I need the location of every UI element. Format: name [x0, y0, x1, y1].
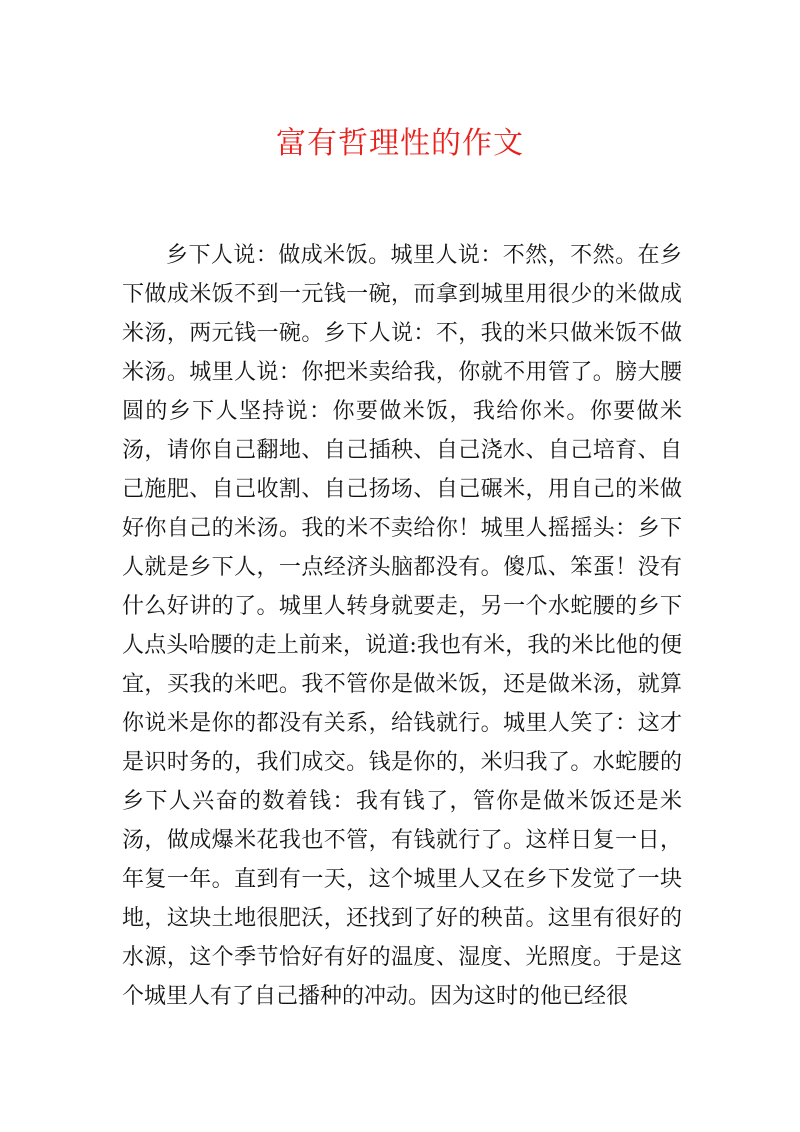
document-title: 富有哲理性的作文	[276, 126, 524, 161]
body-paragraph: 乡下人说：做成米饭。城里人说：不然，不然。在乡下做成米饭不到一元钱一碗，而拿到城里用很少的米做成米汤，两元钱一碗。乡下人说：不，我的米只做米饭不做米汤。城里人说：你把米卖给我，你就不用管了。膀大腰圆的乡下人坚持说：你要做米饭，我给你米。你要做米汤，请你自己翻地、自己插秧、自己浇水、自己培育、自己施肥、自己收割、自己扬场、自己碾米，用自己的米做好你自己的米汤。我的米不卖给你！城里人摇摇头：乡下人就是乡下人，一点经济头脑都没有。傻瓜、笨蛋！没有什么好讲的了。城里人转身就要走，另一个水蛇腰的乡下人点头哈腰的走上前来，说道:我也有米，我的米比他的便宜，买我的米吧。我不管你是做米饭，还是做米汤，就算你说米是你的都没有关系，给钱就行。城里人笑了：这才是识时务的，我们成交。钱是你的，米归我了。水蛇腰的乡下人兴奋的数着钱：我有钱了，管你是做米饭还是米汤，做成爆米花我也不管，有钱就行了。这样日复一日，年复一年。直到有一天，这个城里人又在乡下发觉了一块地，这块土地很肥沃，还找到了好的秧苗。这里有很好的水源，这个季节恰好有好的温度、湿度、光照度。于是这个城里人有了自己播种的冲动。因为这时的他已经很	[122, 243, 682, 1009]
